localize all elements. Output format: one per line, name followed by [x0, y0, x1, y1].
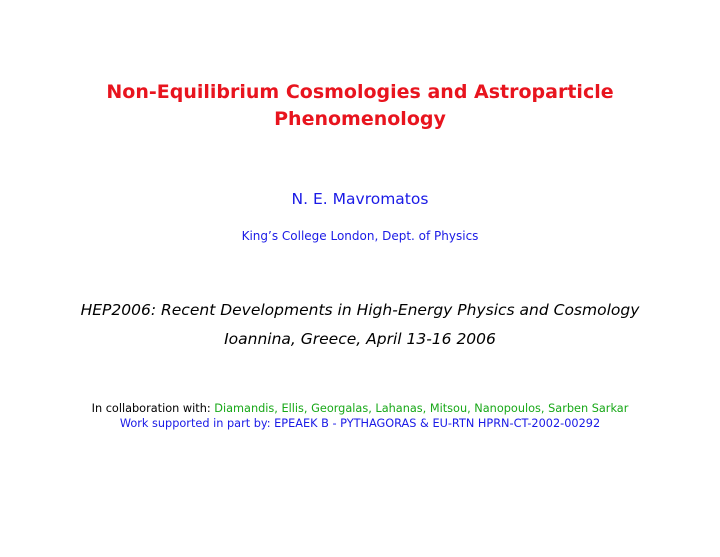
- affiliation-text: King’s College London, Dept. of Physics: [241, 229, 479, 243]
- conference-location-date: [0, 330, 720, 348]
- conference-text-2: Ioannina, Greece, April 13-16 2006: [224, 330, 496, 348]
- affiliation: [0, 229, 720, 243]
- collaborator-names: Diamandis, Ellis, Georgalas, Lahanas, Mitsou, Nanopoulos, Sarben Sarkar: [214, 402, 629, 415]
- support-line: [0, 417, 720, 430]
- slide-title-line-2: [0, 107, 720, 131]
- support-text: Work supported in part by: EPEAEK B - PYTHAGORAS & EU-RTN HPRN-CT-2002-00292: [119, 417, 601, 430]
- slide-title-line-1: [0, 80, 720, 104]
- conference-text-1: HEP2006: Recent Developments in High-Energy Physics and Cosmology: [80, 301, 640, 319]
- author-text: N. E. Mavromatos: [291, 190, 429, 208]
- author-name: [0, 190, 720, 208]
- title-text-1: Non-Equilibrium Cosmologies and Astroparticle: [106, 81, 614, 103]
- collaboration-label: In collaboration with:: [91, 402, 215, 415]
- collaboration-line: [0, 402, 720, 415]
- title-text-2: Phenomenology: [274, 108, 446, 130]
- conference-title: [0, 301, 720, 319]
